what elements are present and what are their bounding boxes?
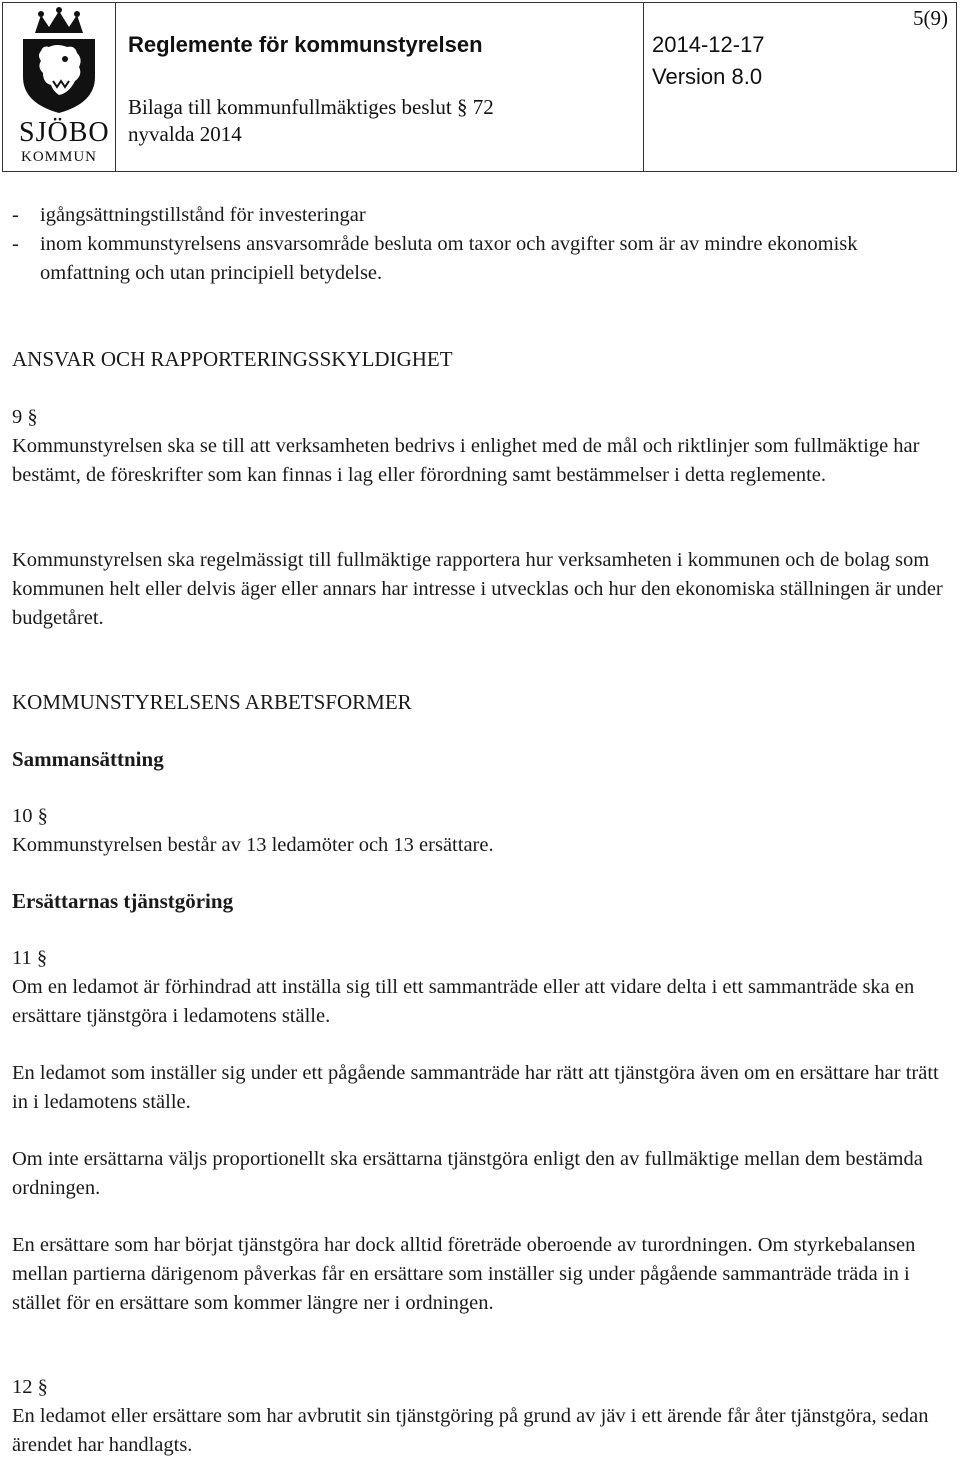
paragraph-text: Om inte ersättarna väljs proportionellt ska ersättarna tjänstgöra enligt den av fullmäktige mellan dem bestämda ordningen. — [12, 1148, 923, 1199]
list-item: - inom kommunstyrelsens ansvarsområde besluta om taxor och avgifter som är av mindre ekonomisk omfattning och utan principiell betydelse. — [12, 233, 858, 284]
paragraph-text: Kommunstyrelsen ska se till att verksamheten bedrivs i enlighet med de mål och riktlinjer som fullmäktige har bestämt, de föreskrifter som kan finnas i lag eller förordning samt bestämmelser i detta reglemente. — [12, 435, 920, 486]
subheading-ersattarnas-tjanstgoring: Ersättarnas tjänstgöring — [12, 889, 234, 913]
elected-note: nyvalda 2014 — [128, 122, 242, 146]
paragraph-text: En ersättare som har börjat tjänstgöra har dock alltid företräde oberoende av turordningen. Om styrkebalansen mellan partierna därigenom påverkas får en ersättare som inställer sig under pågående sammanträde träda in i stället för en ersättare som kommer längre ner i ordningen. — [12, 1234, 916, 1314]
section1-body — [12, 403, 952, 490]
document-date: 2014-12-17 — [652, 32, 765, 57]
paragraph-number: 12 § — [12, 1376, 48, 1398]
paragraph-number: 9 § — [12, 406, 38, 428]
subheading-sammansattning: Sammansättning — [12, 747, 164, 771]
dash-list — [12, 201, 952, 288]
section-heading-ansvar: ANSVAR OCH RAPPORTERINGSSKYLDIGHET — [12, 347, 453, 371]
page-number: 5(9) — [913, 6, 948, 30]
paragraph-text: En ledamot som inställer sig under ett pågående sammanträde har rätt att tjänstgöra även om en ersättare har trätt in i ledamotens ställe. — [12, 1062, 939, 1113]
section-heading-arbetsformer: KOMMUNSTYRELSENS ARBETSFORMER — [12, 690, 412, 714]
paragraph-text: Kommunstyrelsen ska regelmässigt till fullmäktige rapportera hur verksamheten i kommunen och de bolag som kommunen helt eller delvis äger eller annars har intresse i utvecklas och hur den ekonomiska ställningen är under budgetåret. — [12, 549, 943, 629]
paragraph-text: En ledamot eller ersättare som har avbrutit sin tjänstgöring på grund av jäv i ett ärende får åter tjänstgöra, sedan ärendet har handlagts. — [12, 1405, 929, 1456]
paragraph-number: 10 § — [12, 805, 48, 827]
paragraph-text: Om en ledamot är förhindrad att inställa sig till ett sammanträde eller att vidare delta i ett sammanträde ska en ersättare tjänstgöra i ledamotens ställe. — [12, 976, 915, 1027]
document-version: Version 8.0 — [652, 64, 763, 89]
paragraph-text: Kommunstyrelsen består av 13 ledamöter och 13 ersättare. — [12, 834, 494, 856]
document-title: Reglemente för kommunstyrelsen — [128, 32, 483, 57]
section-11-body — [12, 944, 952, 1031]
paragraph-number: 11 § — [12, 947, 48, 969]
logo-wordmark: SJÖBO — [19, 117, 110, 148]
section-10-body — [12, 802, 952, 860]
attachment-note: Bilaga till kommunfullmäktiges beslut § 72 — [128, 95, 494, 119]
logo-subtext: KOMMUN — [21, 149, 98, 165]
sjobo-coat-of-arms-logo — [13, 7, 105, 115]
section-12-body — [12, 1373, 952, 1460]
logo-cell — [3, 3, 116, 171]
list-item: - igångsättningstillstånd för investeringar — [12, 204, 366, 226]
